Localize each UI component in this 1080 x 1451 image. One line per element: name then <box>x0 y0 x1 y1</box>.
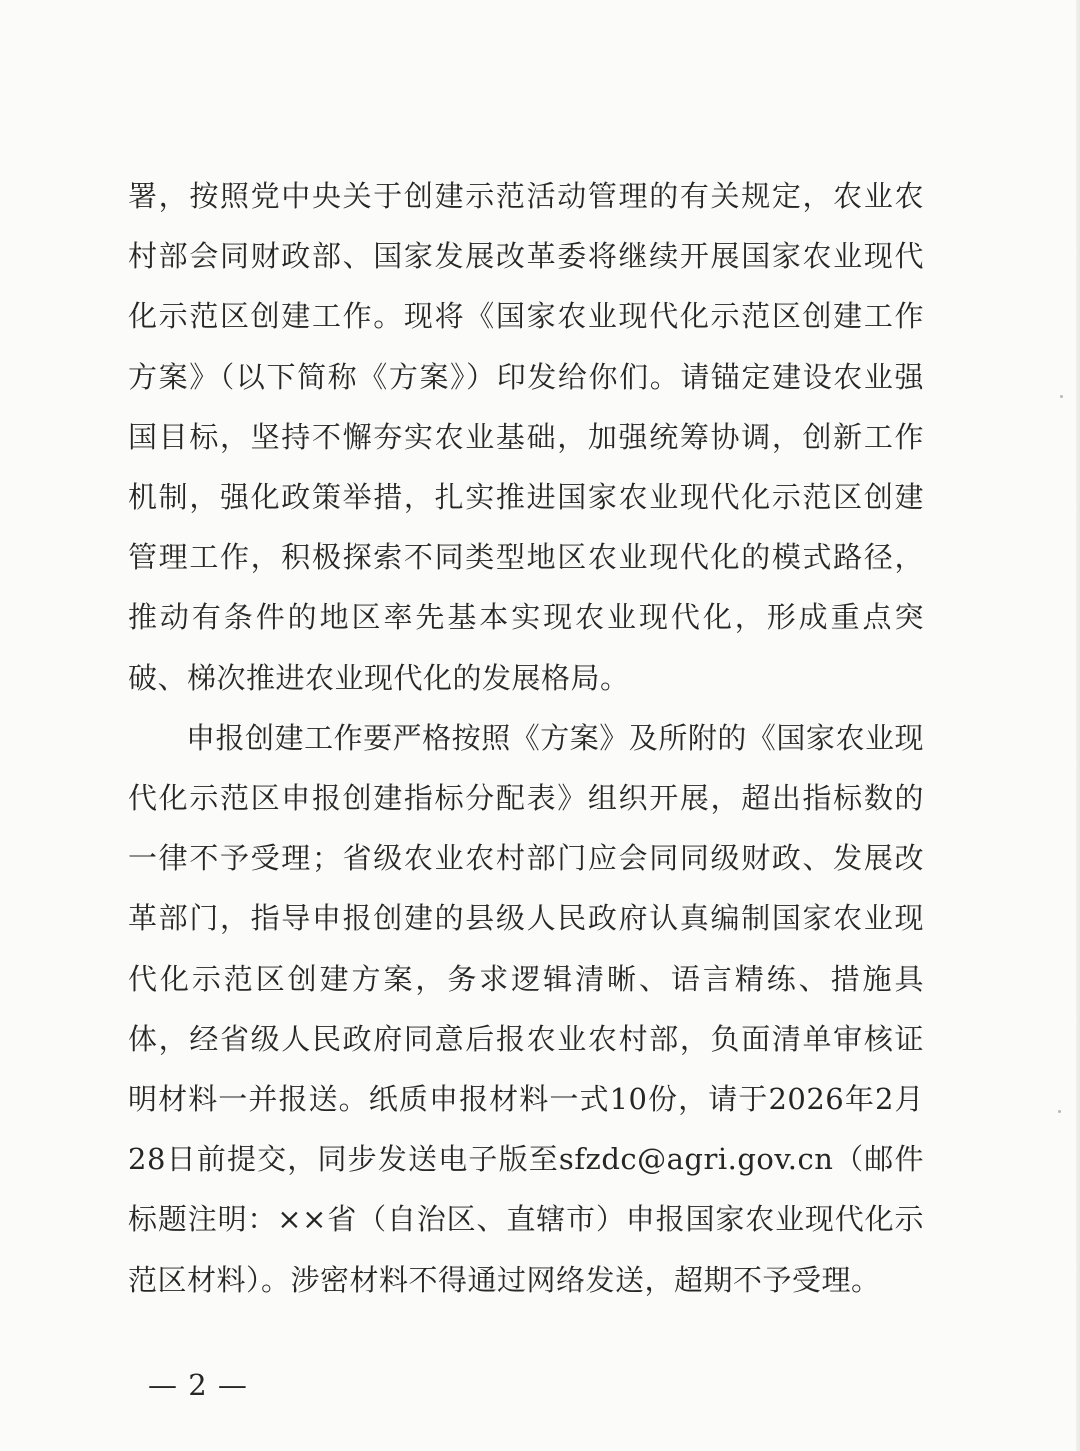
scan-speck <box>1058 1110 1061 1113</box>
scan-speck <box>1060 395 1063 398</box>
paragraph-continued: 署，按照党中央关于创建示范活动管理的有关规定，农业农村部会同财政部、国家发展改革委将继续开展国家农业现代化示范区创建工作。现将《国家农业现代化示范区创建工作方案》（以下简称《方案》）印发给你们。请锚定建设农业强国目标，坚持不懈夯实农业基础，加强统筹协调，创新工作机制，强化政策举措，扎实推进国家农业现代化示范区创建管理工作，积极探索不同类型地区农业现代化的模式路径，推动有条件的地区率先基本实现农业现代化，形成重点突破、梯次推进农业现代化的发展格局。 <box>128 179 924 695</box>
document-body <box>128 166 924 1310</box>
page-number: — 2 — <box>148 1368 248 1402</box>
page-edge <box>1076 0 1080 1451</box>
paragraph-application-requirements: 申报创建工作要严格按照《方案》及所附的《国家农业现代化示范区申报创建指标分配表》组织开展，超出指标数的一律不予受理；省级农业农村部门应会同同级财政、发展改革部门，指导申报创建的县级人民政府认真编制国家农业现代化示范区创建方案，务求逻辑清晰、语言精练、措施具体，经省级人民政府同意后报农业农村部，负面清单审核证明材料一并报送。纸质申报材料一式10份，请于2026年2月28日前提交，同步发送电子版至sfzdc@agri.gov.cn（邮件标题注明：××省（自治区、直辖市）申报国家农业现代化示范区材料）。涉密材料不得通过网络发送，超期不予受理。 <box>128 720 924 1297</box>
